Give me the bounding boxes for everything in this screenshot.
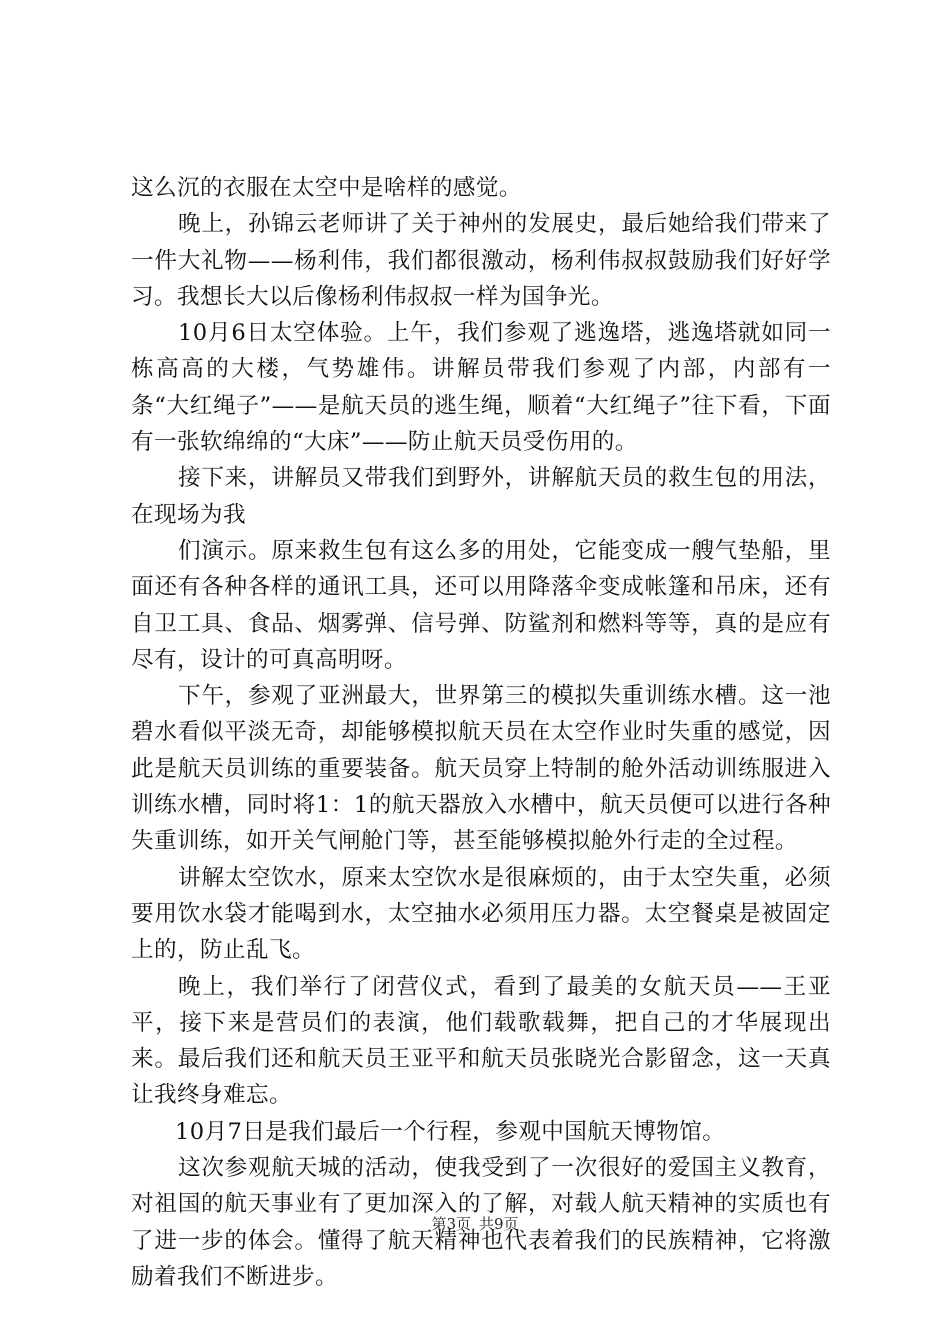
- paragraph-8: 晚上，我们举行了闭营仪式，看到了最美的女航天员——王亚平，接下来是营员们的表演，他们载歌载舞，把自己的才华展现出来。最后我们还和航天员王亚平和航天员张晓光合影留念，这一天真让我终身难忘。: [131, 973, 831, 1109]
- paragraph-10: 这次参观航天城的活动，使我受到了一次很好的爱国主义教育，对祖国的航天事业有了更加深入的了解，对载人航天精神的实质也有了进一步的体会。懂得了航天精神也代表着我们的民族精神，它将激励着我们不断进步。: [131, 1155, 831, 1290]
- paragraph-9: 10月7日是我们最后一个行程，参观中国航天博物馆。: [175, 1118, 726, 1145]
- paragraph-2: 晚上，孙锦云老师讲了关于神州的发展史，最后她给我们带来了一件大礼物——杨利伟，我们都很激动，杨利伟叔叔鼓励我们好好学习。我想长大以后像杨利伟叔叔一样为国争光。: [131, 211, 831, 310]
- paragraph-3: 10月6日太空体验。上午，我们参观了逃逸塔，逃逸塔就如同一栋高高的大楼，气势雄伟。讲解员带我们参观了内部，内部有一条“大红绳子”——是航天员的逃生绳，顺着“大红绳子”往下看，下面有一张软绵绵的“大床”——防止航天员受伤用的。: [131, 320, 831, 456]
- paragraph-4: 接下来，讲解员又带我们到野外，讲解航天员的救生包的用法，在现场为我: [131, 465, 831, 528]
- page-footer: [0, 1214, 950, 1234]
- paragraph-5: 们演示。原来救生包有这么多的用处，它能变成一艘气垫船，里面还有各种各样的通讯工具，还可以用降落伞变成帐篷和吊床，还有自卫工具、食品、烟雾弹、信号弹、防鲨剂和燃料等等，真的是应有尽有，设计的可真高明呀。: [131, 537, 831, 673]
- paragraph-6: 下午，参观了亚洲最大，世界第三的模拟失重训练水槽。这一池碧水看似平淡无奇，却能够模拟航天员在太空作业时失重的感觉，因此是航天员训练的重要装备。航天员穿上特制的舱外活动训练服进入训练水槽，同时将1：1的航天器放入水槽中，航天员便可以进行各种失重训练，如开关气闸舱门等，甚至能够模拟舱外行走的全过程。: [131, 683, 831, 855]
- document-body: [131, 170, 831, 1295]
- page-total: 共9页: [479, 1215, 519, 1233]
- page-number: 第3页: [431, 1215, 471, 1233]
- paragraph-7: 讲解太空饮水，原来太空饮水是很麻烦的，由于太空失重，必须要用饮水袋才能喝到水，太空抽水必须用压力器。太空餐桌是被固定上的，防止乱飞。: [131, 864, 831, 964]
- paragraph-1: 这么沉的衣服在太空中是啥样的感觉。: [131, 175, 522, 201]
